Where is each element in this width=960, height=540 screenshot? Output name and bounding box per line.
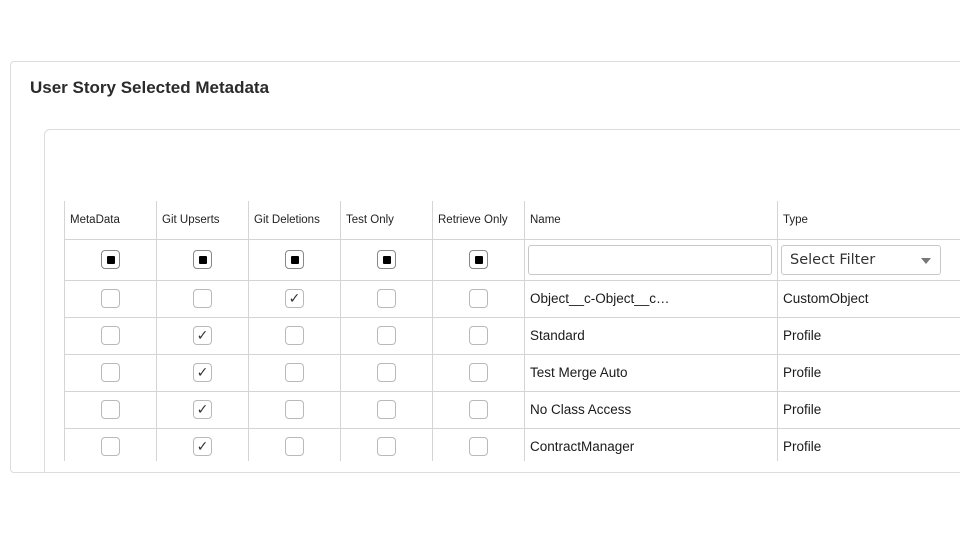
- git-deletions-checkbox[interactable]: [285, 289, 304, 308]
- empty-check-icon: [378, 290, 395, 307]
- type-filter-value: Select Filter: [790, 251, 876, 268]
- empty-check-icon: [378, 401, 395, 418]
- git-deletions-checkbox[interactable]: [285, 437, 304, 456]
- name-filter-input[interactable]: [528, 245, 772, 275]
- metadata-table: [64, 201, 960, 461]
- empty-check-icon: [378, 438, 395, 455]
- row-name: Object__c-Object__c…: [525, 280, 778, 317]
- metadata-checkbox[interactable]: [101, 437, 120, 456]
- empty-check-icon: [470, 438, 487, 455]
- row-name: ContractManager: [525, 428, 778, 461]
- row-type: Profile: [778, 428, 960, 461]
- git-deletions-checkbox[interactable]: [285, 363, 304, 382]
- table-row[interactable]: [65, 317, 960, 354]
- selected-metadata-panel: [10, 61, 960, 473]
- checkmark-icon: ✓: [196, 439, 209, 455]
- empty-check-icon: [102, 327, 119, 344]
- git-upserts-checkbox[interactable]: [193, 363, 212, 382]
- col-header-test-only[interactable]: Test Only: [341, 201, 433, 239]
- col-header-git-deletions[interactable]: Git Deletions: [249, 201, 341, 239]
- git-deletions-checkbox[interactable]: [285, 326, 304, 345]
- filter-row: [65, 239, 960, 280]
- test-only-checkbox[interactable]: [377, 400, 396, 419]
- metadata-checkbox[interactable]: [101, 400, 120, 419]
- row-name: No Class Access: [525, 391, 778, 428]
- metadata-checkbox[interactable]: [101, 289, 120, 308]
- empty-check-icon: [378, 364, 395, 381]
- empty-check-icon: [286, 401, 303, 418]
- checkmark-icon: ✓: [196, 365, 209, 381]
- empty-check-icon: [470, 364, 487, 381]
- select-all-retrieve-only-checkbox[interactable]: [469, 250, 488, 269]
- select-all-git-upserts-checkbox[interactable]: [193, 250, 212, 269]
- git-upserts-checkbox[interactable]: [193, 437, 212, 456]
- test-only-checkbox[interactable]: [377, 326, 396, 345]
- empty-check-icon: [378, 327, 395, 344]
- test-only-checkbox[interactable]: [377, 363, 396, 382]
- table-row[interactable]: [65, 280, 960, 317]
- checkmark-icon: ✓: [288, 291, 301, 307]
- empty-check-icon: [286, 364, 303, 381]
- empty-check-icon: [286, 327, 303, 344]
- retrieve-only-checkbox[interactable]: [469, 289, 488, 308]
- retrieve-only-checkbox[interactable]: [469, 326, 488, 345]
- col-header-metadata[interactable]: MetaData: [65, 201, 157, 239]
- empty-check-icon: [194, 290, 211, 307]
- row-name: Standard: [525, 317, 778, 354]
- chevron-down-icon: [921, 258, 931, 264]
- checkmark-icon: ✓: [196, 402, 209, 418]
- retrieve-only-checkbox[interactable]: [469, 437, 488, 456]
- git-upserts-checkbox[interactable]: [193, 400, 212, 419]
- select-all-test-only-checkbox[interactable]: [377, 250, 396, 269]
- empty-check-icon: [102, 438, 119, 455]
- col-header-type[interactable]: Type: [778, 201, 960, 239]
- git-upserts-checkbox[interactable]: [193, 289, 212, 308]
- row-type: Profile: [778, 391, 960, 428]
- col-header-name[interactable]: Name: [525, 201, 778, 239]
- test-only-checkbox[interactable]: [377, 437, 396, 456]
- metadata-checkbox[interactable]: [101, 363, 120, 382]
- row-type: CustomObject: [778, 280, 960, 317]
- git-upserts-checkbox[interactable]: [193, 326, 212, 345]
- table-row[interactable]: [65, 354, 960, 391]
- table-row[interactable]: [65, 428, 960, 461]
- row-name: Test Merge Auto: [525, 354, 778, 391]
- empty-check-icon: [470, 290, 487, 307]
- test-only-checkbox[interactable]: [377, 289, 396, 308]
- checkmark-icon: ✓: [196, 328, 209, 344]
- empty-check-icon: [470, 327, 487, 344]
- git-deletions-checkbox[interactable]: [285, 400, 304, 419]
- col-header-retrieve-only[interactable]: Retrieve Only: [433, 201, 525, 239]
- table-row[interactable]: [65, 391, 960, 428]
- metadata-checkbox[interactable]: [101, 326, 120, 345]
- type-filter-select[interactable]: [781, 245, 941, 275]
- empty-check-icon: [102, 290, 119, 307]
- empty-check-icon: [102, 364, 119, 381]
- empty-check-icon: [470, 401, 487, 418]
- empty-check-icon: [286, 438, 303, 455]
- row-type: Profile: [778, 354, 960, 391]
- select-all-metadata-checkbox[interactable]: [101, 250, 120, 269]
- select-all-git-deletions-checkbox[interactable]: [285, 250, 304, 269]
- row-type: Profile: [778, 317, 960, 354]
- empty-check-icon: [102, 401, 119, 418]
- metadata-grid: [64, 201, 960, 461]
- panel-title: User Story Selected Metadata: [30, 78, 270, 97]
- retrieve-only-checkbox[interactable]: [469, 400, 488, 419]
- retrieve-only-checkbox[interactable]: [469, 363, 488, 382]
- col-header-git-upserts[interactable]: Git Upserts: [157, 201, 249, 239]
